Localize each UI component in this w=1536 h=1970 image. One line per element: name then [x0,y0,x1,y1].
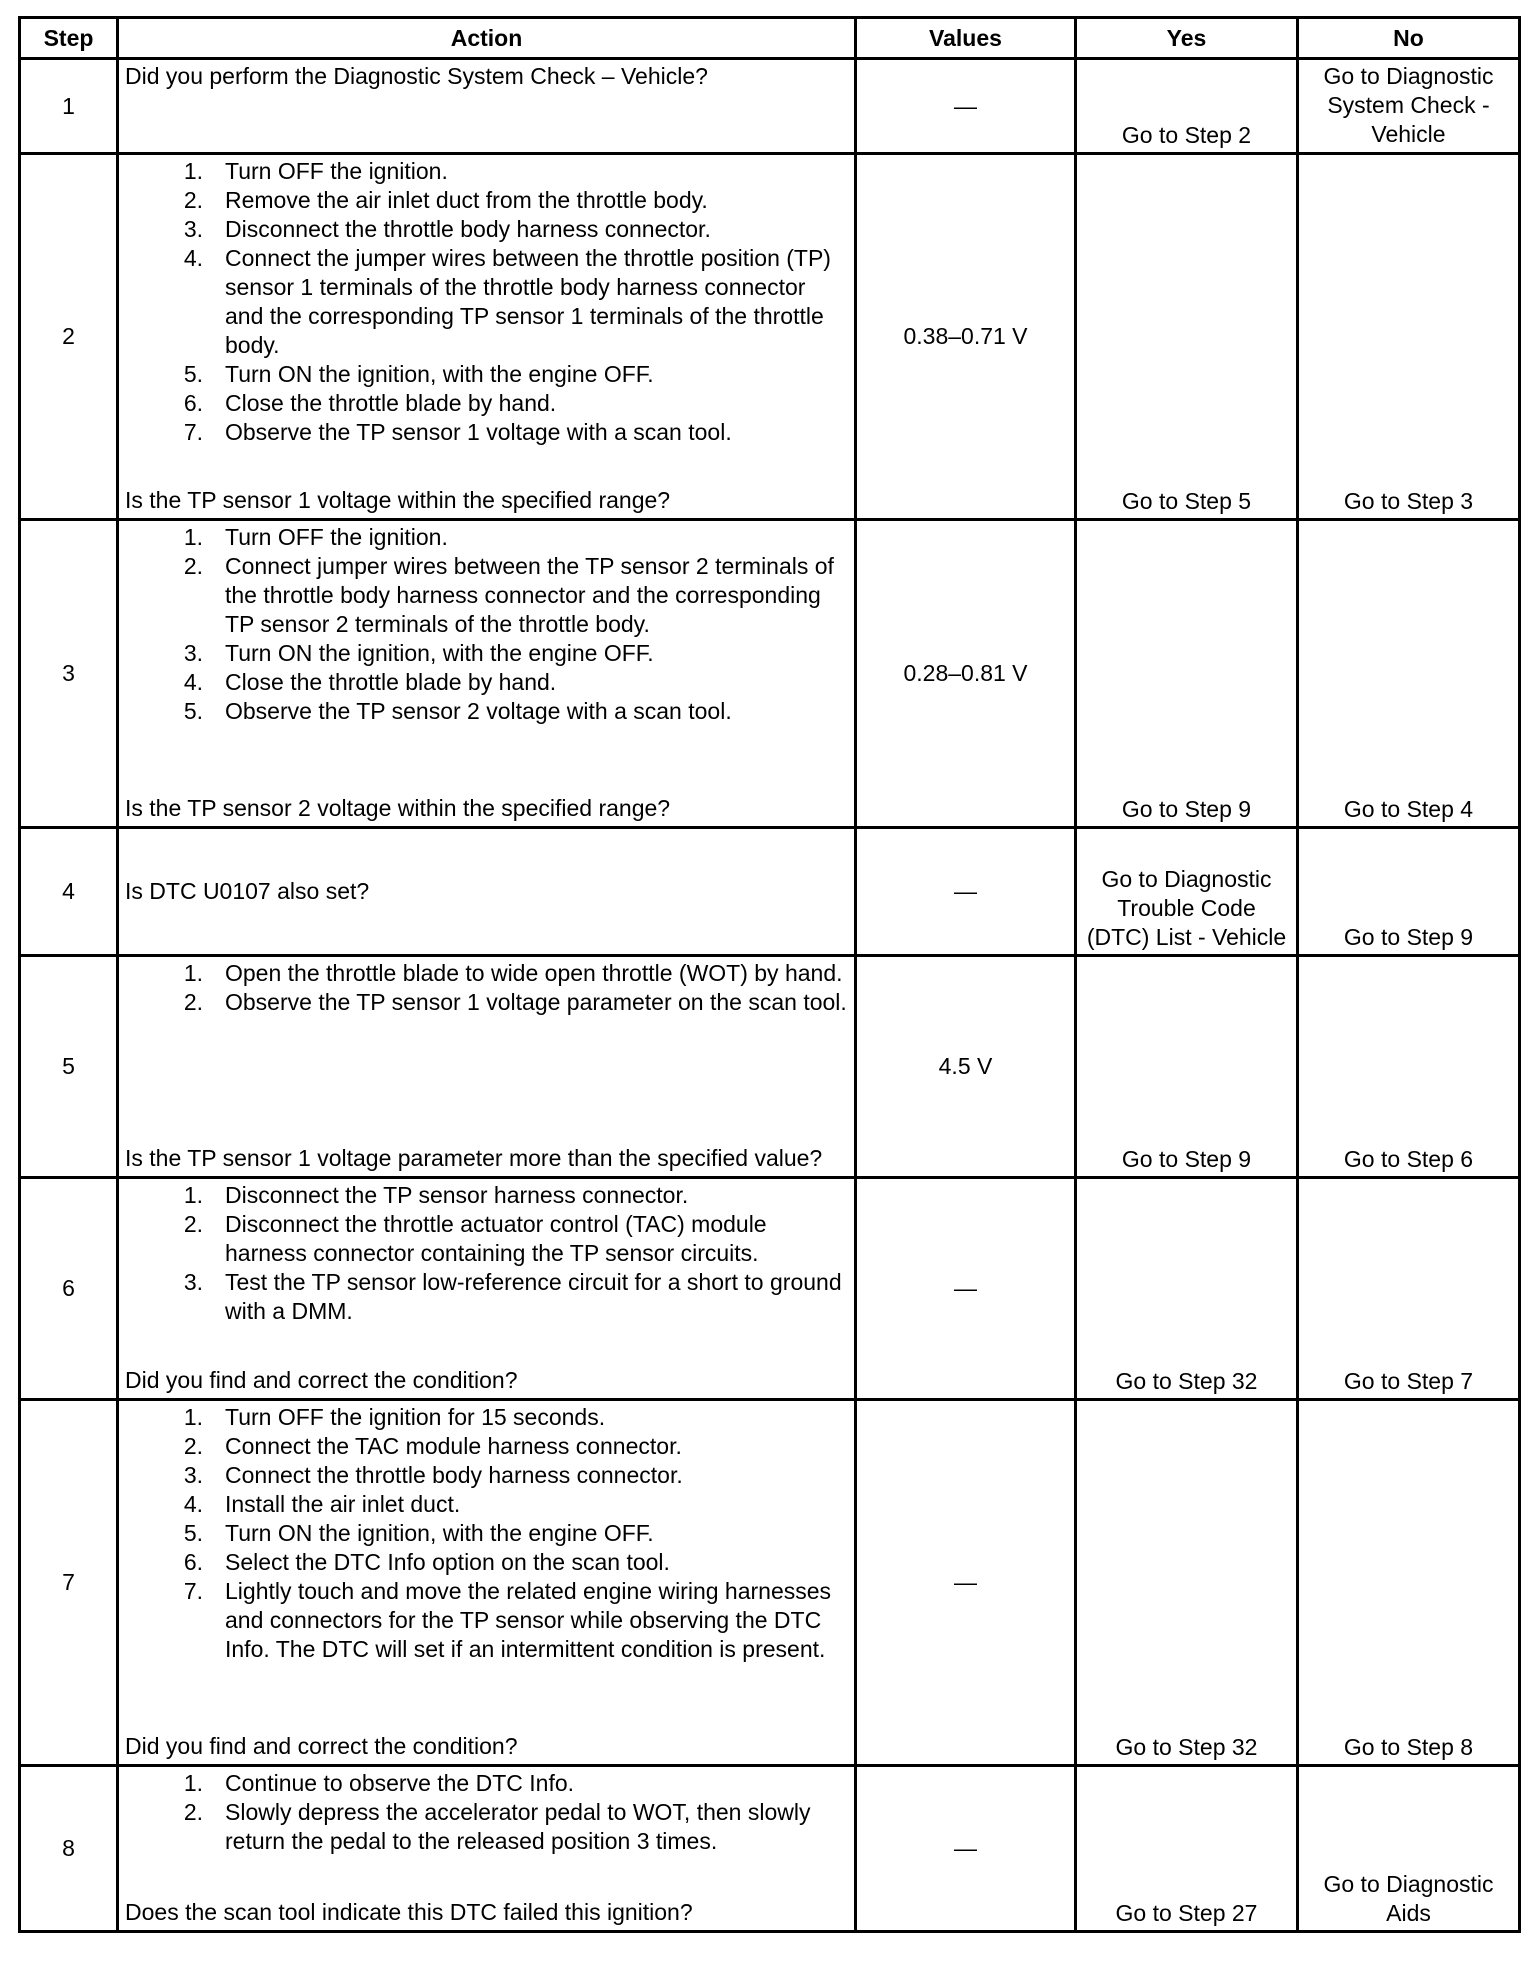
question-text: Is DTC U0107 also set? [125,877,370,904]
step-number: 5 [20,956,118,1178]
action-cell [118,956,856,1178]
question-text: Did you find and correct the condition? [125,1367,518,1393]
action-cell [118,59,856,154]
action-list [125,959,848,1017]
action-item: 2. Disconnect the throttle actuator control (TAC) module harness connector containing the TP sensor circuits. [183,1211,767,1266]
table-body [20,59,1520,1932]
question-text: Is the TP sensor 2 voltage within the specified range? [125,795,671,821]
action-item: 2. Remove the air inlet duct from the throttle body. [183,187,708,213]
action-item: 5. Turn ON the ignition, with the engine OFF. [183,1520,654,1546]
action-item: 2. Connect jumper wires between the TP sensor 2 terminals of the throttle body harness connector and the corresponding TP sensor 2 terminals of the throttle body. [183,553,834,637]
action-item: 1. Turn OFF the ignition. [183,158,448,184]
yes-cell: Go to Step 5 [1076,154,1298,520]
header-step: Step [20,18,118,59]
no-cell: Go to Step 4 [1298,520,1520,828]
action-item: 2. Observe the TP sensor 1 voltage parameter on the scan tool. [183,989,847,1015]
no-cell: Go to Step 7 [1298,1178,1520,1400]
action-item: 3. Connect the throttle body harness connector. [183,1462,683,1488]
header-action: Action [118,18,856,59]
question-text: Does the scan tool indicate this DTC failed this ignition? [125,1899,693,1925]
action-item: 7. Lightly touch and move the related engine wiring harnesses and connectors for the TP sensor while observing the DTC Info. The DTC will set if an intermittent condition is present. [183,1578,832,1662]
action-item: 3. Disconnect the throttle body harness connector. [183,216,711,242]
action-list [125,157,848,447]
value-cell: 0.38–0.71 V [856,154,1076,520]
table-row [20,1178,1520,1400]
step-number: 7 [20,1400,118,1766]
step-number: 2 [20,154,118,520]
table-row [20,520,1520,828]
action-item: 4. Connect the jumper wires between the throttle position (TP) sensor 1 terminals of the throttle body harness connector and the corresponding TP sensor 1 terminals of the throttle body. [183,245,831,358]
action-list [125,1769,848,1856]
step-number: 8 [20,1766,118,1932]
question-text: Is the TP sensor 1 voltage within the specified range? [125,487,671,513]
action-list [125,523,848,726]
yes-cell: Go to Step 9 [1076,956,1298,1178]
diagnostic-table [18,16,1521,1933]
no-cell: Go to Step 6 [1298,956,1520,1178]
no-cell: Go to Step 9 [1298,828,1520,956]
action-item: 3. Turn ON the ignition, with the engine OFF. [183,640,654,666]
header-row [20,18,1520,59]
step-number: 1 [20,59,118,154]
yes-cell: Go to Step 32 [1076,1178,1298,1400]
action-item: 5. Turn ON the ignition, with the engine OFF. [183,361,654,387]
action-item: 4. Install the air inlet duct. [183,1491,461,1517]
step-number: 4 [20,828,118,956]
action-item: 7. Observe the TP sensor 1 voltage with a scan tool. [183,419,732,445]
yes-cell: Go to Step 9 [1076,520,1298,828]
action-cell [118,520,856,828]
action-cell [118,828,856,956]
value-cell: — [856,1766,1076,1932]
table-row [20,1766,1520,1932]
value-cell: — [856,1400,1076,1766]
step-number: 3 [20,520,118,828]
action-item: 1. Continue to observe the DTC Info. [183,1770,575,1796]
action-item: 2. Connect the TAC module harness connector. [183,1433,682,1459]
yes-cell: Go to Step 2 [1076,59,1298,154]
action-item: 1. Open the throttle blade to wide open throttle (WOT) by hand. [183,960,843,986]
yes-cell: Go to Step 32 [1076,1400,1298,1766]
no-cell: Go to Diagnostic System Check - Vehicle [1298,59,1520,154]
value-cell: 0.28–0.81 V [856,520,1076,828]
action-item: 6. Select the DTC Info option on the scan tool. [183,1549,670,1575]
header-yes: Yes [1076,18,1298,59]
action-item: 1. Turn OFF the ignition. [183,524,448,550]
yes-cell: Go to Step 27 [1076,1766,1298,1932]
step-number: 6 [20,1178,118,1400]
action-item: 4. Close the throttle blade by hand. [183,669,557,695]
table-row [20,59,1520,154]
header-no: No [1298,18,1520,59]
table-row [20,956,1520,1178]
question-text: Did you perform the Diagnostic System Check – Vehicle? [125,63,708,89]
table-row [20,828,1520,956]
no-cell: Go to Step 8 [1298,1400,1520,1766]
yes-cell: Go to Diagnostic Trouble Code (DTC) List - Vehicle [1076,828,1298,956]
action-list [125,1181,848,1326]
action-item: 2. Slowly depress the accelerator pedal to WOT, then slowly return the pedal to the released position 3 times. [183,1799,811,1854]
value-cell: — [856,828,1076,956]
action-item: 3. Test the TP sensor low-reference circuit for a short to ground with a DMM. [183,1269,842,1324]
action-cell [118,1766,856,1932]
action-item: 1. Turn OFF the ignition for 15 seconds. [183,1404,606,1430]
action-item: 5. Observe the TP sensor 2 voltage with a scan tool. [183,698,732,724]
no-cell: Go to Diagnostic Aids [1298,1766,1520,1932]
action-cell [118,1400,856,1766]
action-list [125,1403,848,1664]
value-cell: — [856,1178,1076,1400]
no-cell: Go to Step 3 [1298,154,1520,520]
table-row [20,1400,1520,1766]
value-cell: 4.5 V [856,956,1076,1178]
action-cell [118,1178,856,1400]
question-text: Did you find and correct the condition? [125,1733,518,1759]
action-cell [118,154,856,520]
table-row [20,154,1520,520]
action-item: 1. Disconnect the TP sensor harness connector. [183,1182,689,1208]
action-item: 6. Close the throttle blade by hand. [183,390,557,416]
value-cell: — [856,59,1076,154]
question-text: Is the TP sensor 1 voltage parameter more than the specified value? [125,1145,823,1171]
header-values: Values [856,18,1076,59]
